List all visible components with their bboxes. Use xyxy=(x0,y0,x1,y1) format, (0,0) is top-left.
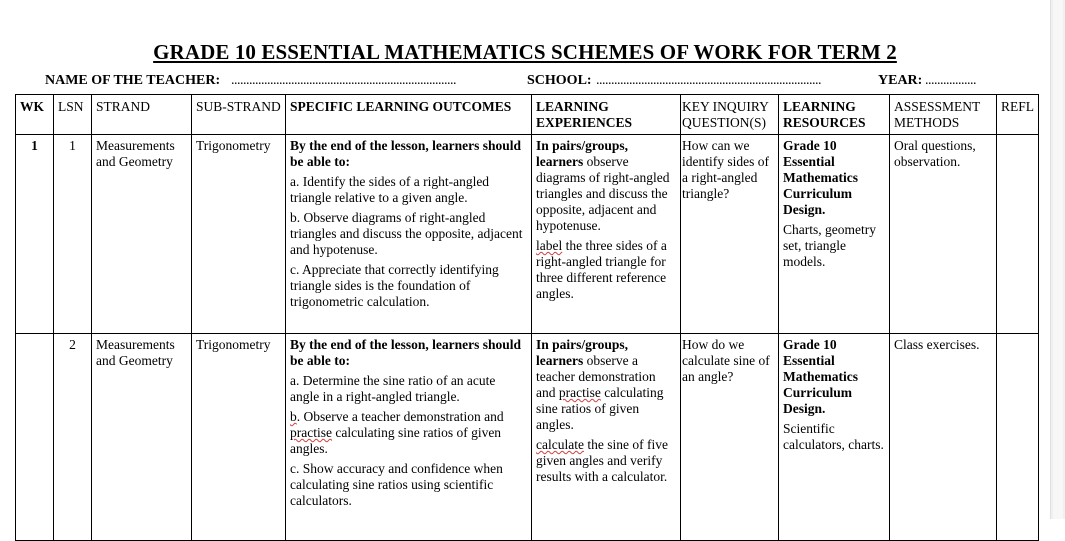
cell-lsn: 2 xyxy=(54,334,92,541)
cell-kiq: How can we identify sides of a right-angled triangle? xyxy=(681,135,779,334)
year-dots: ................. xyxy=(925,73,976,88)
spellcheck-word: practise xyxy=(558,385,601,400)
resources-materials: Charts, geometry set, triangle models. xyxy=(783,222,876,269)
cell-refl xyxy=(997,334,1039,541)
cell-outcomes xyxy=(286,135,532,334)
cell-sub-strand: Trigonometry xyxy=(192,334,286,541)
cell-sub-strand: Trigonometry xyxy=(192,135,286,334)
header-meta-line xyxy=(0,73,1050,91)
cell-refl xyxy=(997,135,1039,334)
outcome-text: . Observe a teacher demonstration and xyxy=(296,409,504,424)
header-wk: WK xyxy=(16,95,54,135)
table-header-row xyxy=(16,95,1039,135)
cell-strand: Measurements and Geometry xyxy=(92,334,192,541)
resources-design: Grade 10 Essential Mathematics Curriculum Design. xyxy=(783,337,858,416)
table-row xyxy=(16,334,1039,541)
outcome-b: b. Observe diagrams of right-angled triangles and discuss the opposite, adjacent and hypotenuse. xyxy=(290,210,523,257)
vertical-scrollbar[interactable] xyxy=(1050,0,1065,519)
experience-text: the three sides of a right-angled triangle for three different reference angles. xyxy=(536,238,667,301)
experience-text: observe a teacher demonstration and xyxy=(536,353,656,400)
outcome-b xyxy=(290,409,527,457)
teacher-label: NAME OF THE TEACHER: xyxy=(45,73,221,88)
header-experiences: LEARNING EXPERIENCES xyxy=(532,95,681,135)
cell-wk: 1 xyxy=(16,135,54,334)
cell-resources xyxy=(779,135,890,334)
header-kiq: KEY INQUIRY QUESTION(S) xyxy=(681,95,779,135)
experience-1 xyxy=(536,337,676,433)
cell-experiences xyxy=(532,334,681,541)
experience-1 xyxy=(536,138,676,234)
outcome-c: c. Show accuracy and confidence when calculating sine ratios using scientific calculators. xyxy=(290,461,503,508)
spellcheck-word: label xyxy=(536,238,563,253)
experience-lead: In pairs/groups, learners xyxy=(536,337,629,368)
school-label: SCHOOL: xyxy=(527,73,592,88)
teacher-dots: ........................................................................... xyxy=(231,73,456,88)
cell-assessment: Oral questions, observation. xyxy=(890,135,997,334)
experience-text: the sine of five given angles and verify results with a calculator. xyxy=(536,437,668,484)
spellcheck-word: b xyxy=(290,409,297,424)
school-dots: ........................................................................... xyxy=(596,73,821,88)
spellcheck-word: practise xyxy=(290,425,332,440)
experience-text: observe diagrams of right-angled triangles and discuss the opposite, adjacent and hypotenuse. xyxy=(536,154,670,233)
spellcheck-word: calculate xyxy=(536,437,584,452)
experience-2 xyxy=(536,238,676,302)
header-assessment: ASSESSMENT METHODS xyxy=(890,95,997,135)
outcomes-intro: By the end of the lesson, learners should be able to: xyxy=(290,138,522,169)
year-label: YEAR: xyxy=(878,73,923,88)
cell-assessment: Class exercises. xyxy=(890,334,997,541)
experience-lead: In pairs/groups, learners xyxy=(536,138,629,169)
outcome-c: c. Appreciate that correctly identifying triangle sides is the foundation of trigonometric calculation. xyxy=(290,262,499,309)
header-outcomes: SPECIFIC LEARNING OUTCOMES xyxy=(286,95,532,135)
experience-2 xyxy=(536,437,676,485)
cell-experiences xyxy=(532,135,681,334)
resources-materials: Scientific calculators, charts. xyxy=(783,421,884,452)
outcomes-intro: By the end of the lesson, learners should be able to: xyxy=(290,337,522,368)
cell-strand: Measurements and Geometry xyxy=(92,135,192,334)
outcome-a: a. Identify the sides of a right-angled triangle relative to a given angle. xyxy=(290,174,490,205)
document-title: GRADE 10 ESSENTIAL MATHEMATICS SCHEMES OF WORK FOR TERM 2 xyxy=(153,40,897,64)
experience-text: calculating sine ratios of given angles. xyxy=(536,385,664,432)
header-sub-strand: SUB-STRAND xyxy=(192,95,286,135)
header-resources: LEARNING RESOURCES xyxy=(779,95,890,135)
outcome-a: a. Determine the sine ratio of an acute angle in a right-angled triangle. xyxy=(290,373,496,404)
cell-lsn: 1 xyxy=(54,135,92,334)
scheme-table xyxy=(15,94,1039,541)
header-refl: REFL xyxy=(997,95,1039,135)
header-strand: STRAND xyxy=(92,95,192,135)
outcome-text: calculating sine ratios of given angles. xyxy=(290,425,502,456)
resources-design: Grade 10 Essential Mathematics Curriculum Design. xyxy=(783,138,858,217)
header-lsn: LSN xyxy=(54,95,92,135)
table-row xyxy=(16,135,1039,334)
scrollbar-thumb[interactable] xyxy=(1053,0,1063,519)
cell-wk xyxy=(16,334,54,541)
cell-outcomes xyxy=(286,334,532,541)
cell-resources xyxy=(779,334,890,541)
cell-kiq: How do we calculate sine of an angle? xyxy=(681,334,779,541)
